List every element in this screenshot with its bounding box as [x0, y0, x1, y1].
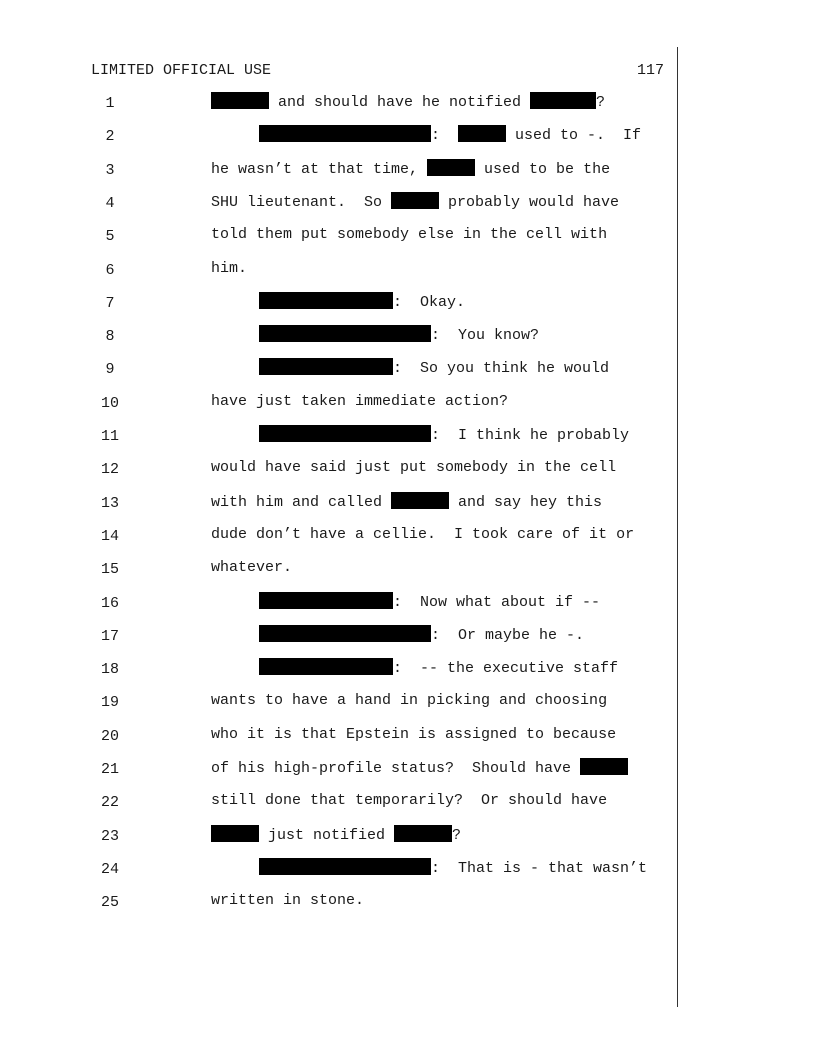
line-number: 22	[100, 794, 119, 811]
line-number: 10	[100, 395, 119, 412]
line-number: 7	[105, 295, 115, 312]
transcript-line	[211, 791, 607, 811]
line-number: 9	[105, 361, 115, 378]
redaction-box	[259, 658, 393, 675]
line-number: 8	[105, 328, 115, 345]
transcript-line	[211, 259, 247, 279]
redaction-box	[259, 592, 393, 609]
transcript-line	[211, 492, 602, 513]
redaction-box	[259, 858, 431, 875]
redaction-box	[259, 425, 431, 442]
line-text-segment: who it is that Epstein is assigned to because	[211, 726, 617, 743]
line-text-segment: he wasn’t at that time,	[211, 161, 428, 178]
redaction-box	[259, 325, 431, 342]
line-text-segment: : That is - that wasn’t	[431, 860, 648, 877]
transcript-line	[211, 758, 628, 779]
line-number: 12	[100, 461, 119, 478]
line-text-segment: still done that temporarily? Or should have	[211, 792, 608, 809]
line-number: 24	[100, 861, 119, 878]
line-text-segment: of his high-profile status? Should have	[211, 760, 581, 777]
line-text-segment: have just taken immediate action?	[211, 393, 509, 410]
transcript-line	[259, 425, 629, 446]
transcript-line	[259, 592, 600, 613]
line-text-segment: and should have he notified	[269, 94, 531, 111]
line-text-segment: wants to have a hand in picking and choosing	[211, 692, 608, 709]
line-text-segment: written in stone.	[211, 892, 365, 909]
line-number: 3	[105, 162, 115, 179]
redaction-box	[391, 192, 439, 209]
line-text-segment: would have said just put somebody in the cell	[211, 459, 617, 476]
redaction-box	[580, 758, 628, 775]
line-number: 11	[100, 428, 119, 445]
line-text-segment: dude don’t have a cellie. I took care of it or	[211, 526, 635, 543]
redaction-box	[530, 92, 596, 109]
line-text-segment: used to be the	[475, 161, 611, 178]
redaction-box	[394, 825, 452, 842]
redaction-box	[391, 492, 449, 509]
redaction-box	[211, 92, 269, 109]
line-text-segment: ?	[596, 94, 606, 111]
line-number: 21	[100, 761, 119, 778]
transcript-line	[259, 625, 584, 646]
transcript-line	[211, 558, 292, 578]
transcript-line	[259, 292, 465, 313]
transcript-line	[211, 891, 364, 911]
line-text-segment: told them put somebody else in the cell with	[211, 226, 608, 243]
transcript-line	[211, 159, 610, 180]
redaction-box	[259, 625, 431, 642]
line-text-segment: just notified	[259, 827, 395, 844]
line-text-segment: with him and called	[211, 494, 392, 511]
line-text-segment: : Or maybe he -.	[431, 627, 585, 644]
line-text-segment: : Now what about if --	[393, 594, 601, 611]
redaction-box	[259, 358, 393, 375]
redaction-box	[259, 125, 431, 142]
line-number: 18	[100, 661, 119, 678]
line-number: 6	[105, 262, 115, 279]
line-text-segment: him.	[211, 260, 248, 277]
line-text-segment: : I think he probably	[431, 427, 630, 444]
transcript-line	[259, 358, 609, 379]
line-number: 4	[105, 195, 115, 212]
transcript-line	[211, 691, 607, 711]
page-number: 117	[637, 62, 665, 79]
transcript-line	[211, 92, 605, 113]
line-text-segment: SHU lieutenant. So	[211, 194, 392, 211]
redaction-box	[211, 825, 259, 842]
transcript-line	[211, 725, 616, 745]
line-text-segment: ?	[452, 827, 462, 844]
line-number: 19	[100, 694, 119, 711]
transcript-line	[211, 458, 616, 478]
line-number: 2	[105, 128, 115, 145]
line-number: 14	[100, 528, 119, 545]
line-text-segment: : -- the executive staff	[393, 660, 619, 677]
transcript-line	[211, 225, 607, 245]
line-number: 16	[100, 595, 119, 612]
redaction-box	[259, 292, 393, 309]
transcript-line	[211, 392, 508, 412]
transcript-line	[211, 192, 619, 213]
line-text-segment: used to -. If	[506, 127, 642, 144]
redaction-box	[427, 159, 475, 176]
line-text-segment: :	[431, 127, 459, 144]
transcript-line	[259, 858, 647, 879]
line-number: 25	[100, 894, 119, 911]
line-text-segment: : Okay.	[393, 294, 466, 311]
right-margin-rule	[677, 47, 678, 1007]
transcript-line	[211, 825, 461, 846]
line-text-segment: whatever.	[211, 559, 293, 576]
transcript-line	[259, 325, 539, 346]
transcript-line	[211, 525, 634, 545]
transcript-line	[259, 658, 618, 679]
line-text-segment: : So you think he would	[393, 360, 610, 377]
line-number: 1	[105, 95, 115, 112]
line-number: 23	[100, 828, 119, 845]
classification-header: LIMITED OFFICIAL USE	[91, 62, 272, 79]
line-text-segment: and say hey this	[449, 494, 603, 511]
transcript-line	[259, 125, 641, 146]
line-number: 20	[100, 728, 119, 745]
line-text-segment: probably would have	[439, 194, 620, 211]
line-text-segment: : You know?	[431, 327, 540, 344]
line-number: 15	[100, 561, 119, 578]
line-number: 17	[100, 628, 119, 645]
line-number: 13	[100, 495, 119, 512]
line-number: 5	[105, 228, 115, 245]
redaction-box	[458, 125, 506, 142]
